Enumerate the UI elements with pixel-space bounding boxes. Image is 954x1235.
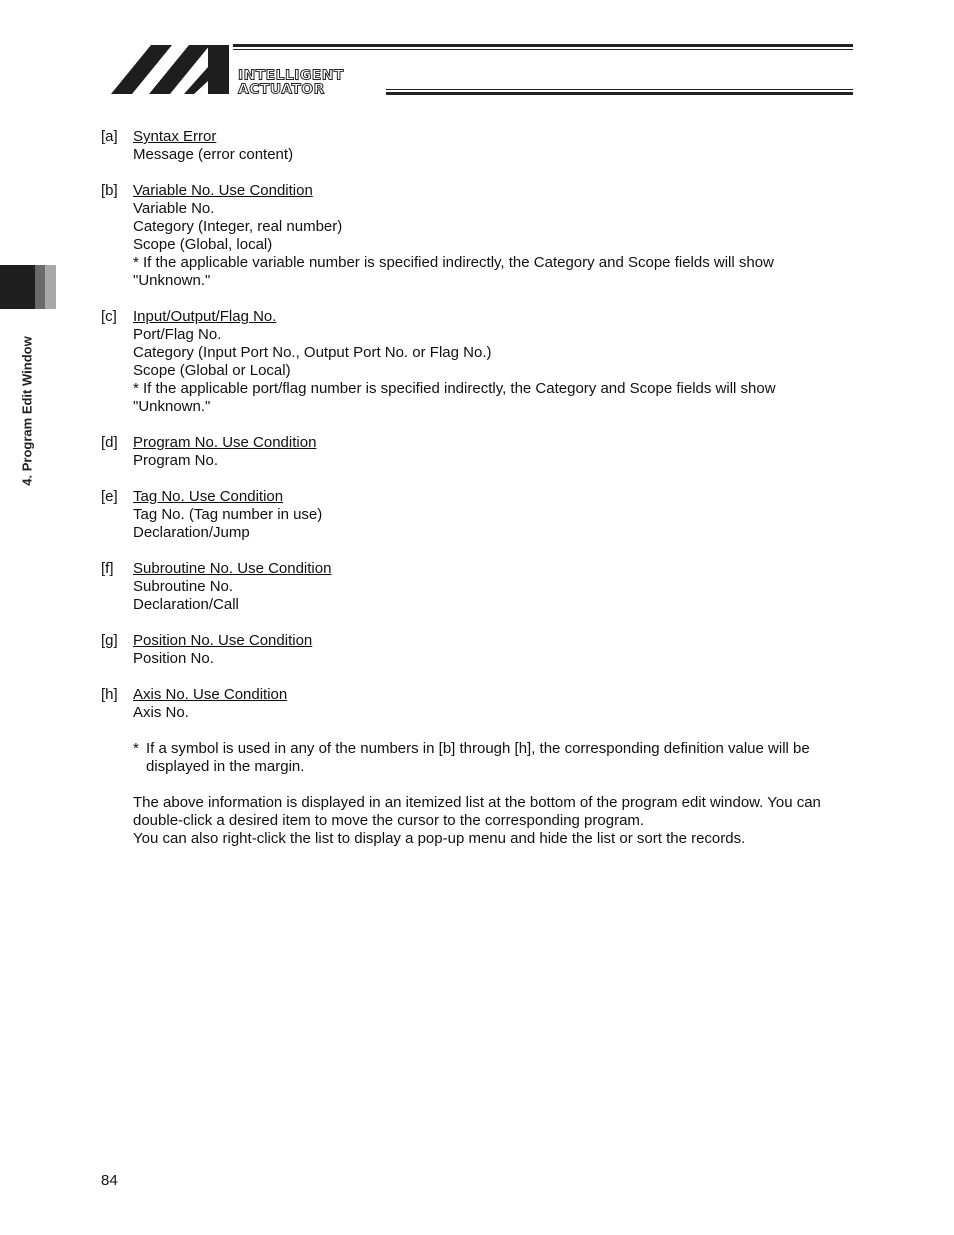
- paragraph-line: double-click a desired item to move the cursor to the corresponding program.: [133, 812, 645, 829]
- item-detail-line: Position No.: [133, 650, 214, 667]
- item-detail-line: Category (Input Port No., Output Port No. or Flag No.): [133, 344, 492, 361]
- item-title: Program No. Use Condition: [133, 434, 317, 451]
- item-detail-line: * If the applicable variable number is specified indirectly, the Category and Scope fields will show: [133, 254, 774, 271]
- item-key: [b]: [101, 182, 118, 199]
- definition-item: [101, 128, 861, 164]
- definition-item: [101, 686, 861, 722]
- header-rule-bottom-thick: [386, 92, 853, 95]
- definition-list: [101, 128, 861, 722]
- item-key: [e]: [101, 488, 118, 505]
- item-detail-line: Tag No. (Tag number in use): [133, 506, 323, 523]
- item-detail-line: "Unknown.": [133, 272, 211, 289]
- footnote-line: If a symbol is used in any of the numbers in [b] through [h], the corresponding definition value will be: [146, 740, 810, 757]
- item-detail-line: Declaration/Call: [133, 596, 239, 613]
- item-detail-line: Variable No.: [133, 200, 215, 217]
- item-title: Axis No. Use Condition: [133, 686, 288, 703]
- item-detail-line: * If the applicable port/flag number is specified indirectly, the Category and Scope fields will show: [133, 380, 776, 397]
- item-title: Input/Output/Flag No.: [133, 308, 277, 325]
- definition-item: [101, 632, 861, 668]
- item-detail-line: "Unknown.": [133, 398, 211, 415]
- item-detail-line: Category (Integer, real number): [133, 218, 343, 235]
- item-title: Position No. Use Condition: [133, 632, 313, 649]
- item-detail-line: Message (error content): [133, 146, 294, 163]
- item-detail-line: Axis No.: [133, 704, 189, 721]
- header-rule-top-thick: [233, 44, 853, 47]
- brand-wordmark-line2: ACTUATOR: [238, 82, 325, 98]
- footnote-line: displayed in the margin.: [146, 758, 305, 775]
- item-key: [h]: [101, 686, 118, 703]
- item-title: Subroutine No. Use Condition: [133, 560, 332, 577]
- item-key: [c]: [101, 308, 117, 325]
- chapter-tab-mid: [35, 265, 45, 309]
- definition-item: [101, 560, 861, 614]
- definition-item: [101, 434, 861, 470]
- item-body: [133, 560, 861, 614]
- page-number: 84: [101, 1172, 118, 1189]
- paragraph-line: You can also right-click the list to display a pop-up menu and hide the list or sort the records.: [133, 830, 746, 847]
- item-detail-line: Declaration/Jump: [133, 524, 250, 541]
- item-body: [133, 686, 861, 722]
- item-key: [d]: [101, 434, 118, 451]
- item-body: [133, 632, 861, 668]
- header-rule-top-thin: [233, 49, 853, 50]
- chapter-side-label: 4. Program Edit Window: [19, 336, 35, 486]
- item-body: [133, 128, 861, 164]
- item-detail-line: Scope (Global or Local): [133, 362, 291, 379]
- definition-item: [101, 182, 861, 290]
- definition-item: [101, 308, 861, 416]
- item-key: [a]: [101, 128, 118, 145]
- item-body: [133, 182, 861, 290]
- item-key: [g]: [101, 632, 118, 649]
- definition-item: [101, 488, 861, 542]
- main-content: [101, 128, 861, 848]
- item-detail-line: Program No.: [133, 452, 219, 469]
- item-body: [133, 488, 861, 542]
- chapter-tab-light: [45, 265, 56, 309]
- item-detail-line: Subroutine No.: [133, 578, 234, 595]
- item-body: [133, 434, 861, 470]
- item-title: Tag No. Use Condition: [133, 488, 284, 505]
- item-detail-line: Scope (Global, local): [133, 236, 273, 253]
- description-paragraph: [133, 794, 861, 848]
- paragraph-line: The above information is displayed in an itemized list at the bottom of the program edit window. You can: [133, 794, 821, 811]
- chapter-tab-dark: [0, 265, 35, 309]
- item-title: Variable No. Use Condition: [133, 182, 313, 199]
- header-rule-bottom-thin: [386, 89, 853, 90]
- item-title: Syntax Error: [133, 128, 217, 145]
- item-key: [f]: [101, 560, 114, 577]
- item-detail-line: Port/Flag No.: [133, 326, 222, 343]
- brand-wordmark-line1: INTELLIGENT: [238, 68, 344, 84]
- footnote: [133, 740, 861, 776]
- footnote-mark: *: [133, 740, 139, 757]
- item-body: [133, 308, 861, 416]
- company-logo-mark: [108, 43, 230, 95]
